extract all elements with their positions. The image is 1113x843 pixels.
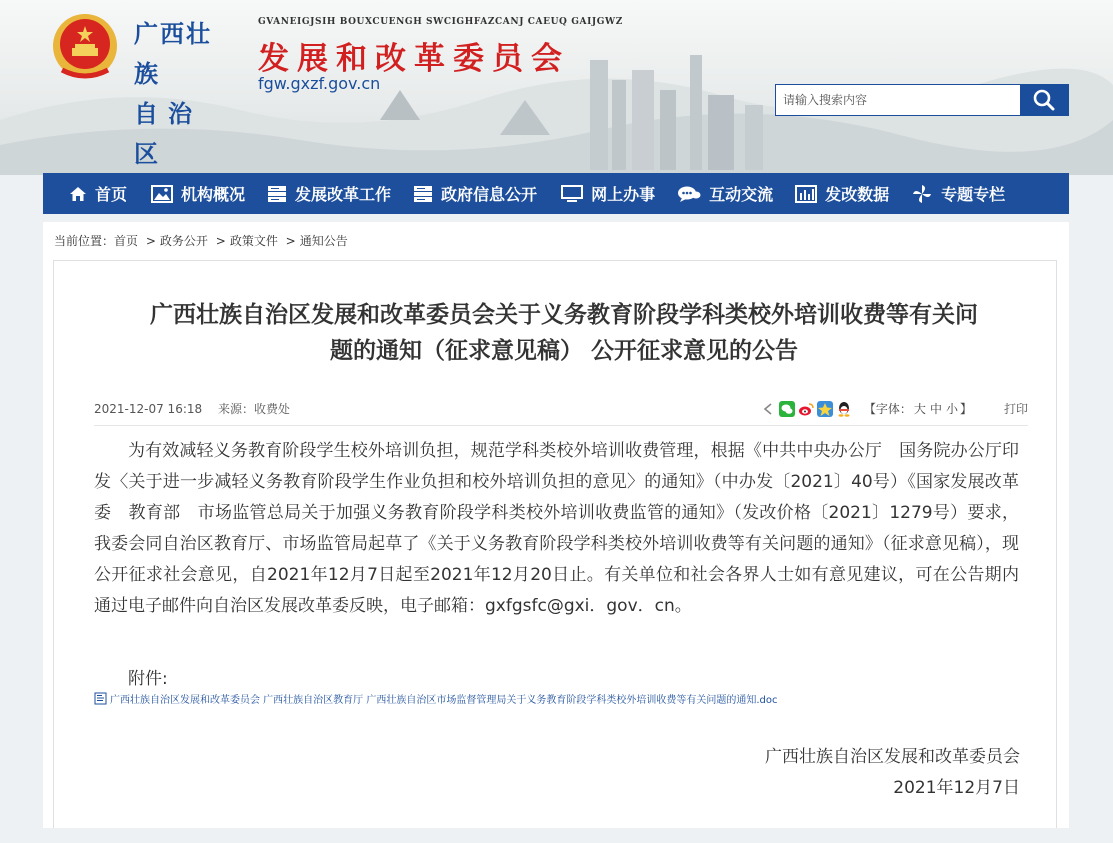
- zhuang-language-name: GVANEIGJSIH BOUXCUENGH SWCIGHFAZCANJ CAEUQ GAIJGWZ: [258, 17, 623, 27]
- article-title: [94, 297, 1034, 369]
- nav-item-label: 首页: [95, 185, 128, 204]
- font-size-label: 【字体：: [863, 402, 912, 416]
- server-icon: [413, 185, 433, 203]
- breadcrumb: [43, 222, 1069, 260]
- main-content: [43, 260, 1069, 828]
- monitor-icon: [561, 185, 583, 203]
- nav-item-label: 网上办事: [591, 185, 656, 204]
- nav-item-label: 政府信息公开: [441, 185, 538, 204]
- site-url: fgw.gxzf.gov.cn: [258, 74, 381, 93]
- nav-item-data[interactable]: [795, 182, 889, 205]
- signature-date: 2021年12月7日: [893, 778, 1020, 798]
- article-body: 为有效减轻义务教育阶段学生校外培训负担，规范学科类校外培训收费管理，根据《中共中央办公厅 国务院办公厅印发〈关于进一步减轻义务教育阶段学生作业负担和校外培训负担的意见〉的通知》（中办发〔2021〕40号）《国家发展改革委 教育部 市场监管总局关于加强义务教育阶段学科类校外培训收费监管的通知》（发改价格〔2021〕1279号）要求，我委会同自治区教育厅、市场监管局起草了《关于义务教育阶段学科类校外培训收费等有关问题的通知》（征求意见稿），现公开征求社会意见，自2021年12月7日起至2021年12月20日止。有关单位和社会各界人士如有意见建议，可在公告期内通过电子邮件向自治区发展改革委反映，电子邮箱：gxfgsfc@gxi．gov．cn。: [94, 441, 1019, 616]
- search-input[interactable]: [776, 85, 1020, 115]
- pinwheel-icon: [911, 184, 933, 204]
- nav-item-label: 专题专栏: [941, 185, 1006, 204]
- image-icon: [151, 185, 173, 203]
- doc-file-icon: [94, 692, 107, 705]
- chat-icon: [677, 185, 701, 203]
- nav-item-special-topics[interactable]: [911, 182, 1005, 205]
- breadcrumb-prefix: 当前位置：: [54, 234, 115, 248]
- bar-chart-icon: [795, 185, 817, 203]
- article-title-line2: 题的通知（征求意见稿） 公开征求意见的公告: [329, 338, 798, 364]
- search-icon: [1033, 89, 1055, 111]
- attachment-label: 附件:: [128, 669, 168, 689]
- font-size-small[interactable]: 小: [945, 402, 958, 416]
- attachment-filename: 广西壮族自治区发展和改革委员会 广西壮族自治区教育厅 广西壮族自治区市场监督管理局关于义务教育阶段学科类校外培训收费等有关问题的通知.doc: [110, 695, 778, 706]
- nav-item-gov-info[interactable]: [413, 182, 537, 205]
- publish-date: 2021-12-07 16:18: [94, 402, 203, 416]
- breadcrumb-policy-docs[interactable]: 政策文件: [229, 234, 278, 248]
- nav-item-about[interactable]: [151, 182, 245, 205]
- search-button[interactable]: [1020, 85, 1068, 115]
- font-size-close: 】: [959, 402, 972, 416]
- nav-item-label: 互动交流: [709, 185, 774, 204]
- article-container: [53, 260, 1057, 828]
- print-link[interactable]: 打印: [1003, 402, 1028, 416]
- font-size-medium[interactable]: 中: [929, 402, 942, 416]
- national-emblem-icon: [50, 12, 120, 84]
- home-icon: [69, 185, 87, 203]
- server-icon: [267, 185, 287, 203]
- article-tools: [757, 397, 1028, 421]
- region-name-line2: 自治区: [134, 99, 202, 168]
- font-size-switcher: [864, 397, 972, 421]
- share-icon[interactable]: [760, 401, 776, 417]
- article-meta: [94, 397, 1028, 426]
- qq-icon[interactable]: [836, 401, 852, 417]
- nav-item-interaction[interactable]: [677, 182, 773, 205]
- site-header: [0, 0, 1113, 175]
- nav-item-label: 发展改革工作: [295, 185, 392, 204]
- region-name: [134, 14, 234, 174]
- main-nav: [43, 173, 1069, 214]
- nav-item-home[interactable]: [69, 182, 127, 205]
- breadcrumb-home[interactable]: 首页: [114, 234, 139, 248]
- breadcrumb-separator: >: [215, 234, 226, 248]
- nav-item-online-service[interactable]: [561, 182, 655, 205]
- organization-name: 发展和改革委员会: [258, 41, 570, 77]
- nav-item-label: 发改数据: [825, 185, 890, 204]
- article-source: 来源：收费处: [217, 402, 290, 416]
- article-title-line1: 广西壮族自治区发展和改革委员会关于义务教育阶段学科类校外培训收费等有关问: [150, 302, 978, 328]
- weibo-icon[interactable]: [798, 401, 814, 417]
- breadcrumb-separator: >: [145, 234, 156, 248]
- signature: [765, 742, 1020, 804]
- breadcrumb-notices[interactable]: 通知公告: [299, 234, 348, 248]
- breadcrumb-gov-affairs[interactable]: 政务公开: [159, 234, 208, 248]
- search-box: [775, 84, 1069, 116]
- region-name-line1: 广西壮族: [134, 19, 212, 88]
- nav-item-reform-work[interactable]: [267, 182, 391, 205]
- breadcrumb-separator: >: [285, 234, 296, 248]
- qzone-icon[interactable]: [817, 401, 833, 417]
- wechat-icon[interactable]: [779, 401, 795, 417]
- attachment-link[interactable]: [94, 691, 778, 706]
- font-size-large[interactable]: 大: [913, 402, 926, 416]
- signature-org: 广西壮族自治区发展和改革委员会: [765, 747, 1020, 767]
- nav-item-label: 机构概况: [181, 185, 246, 204]
